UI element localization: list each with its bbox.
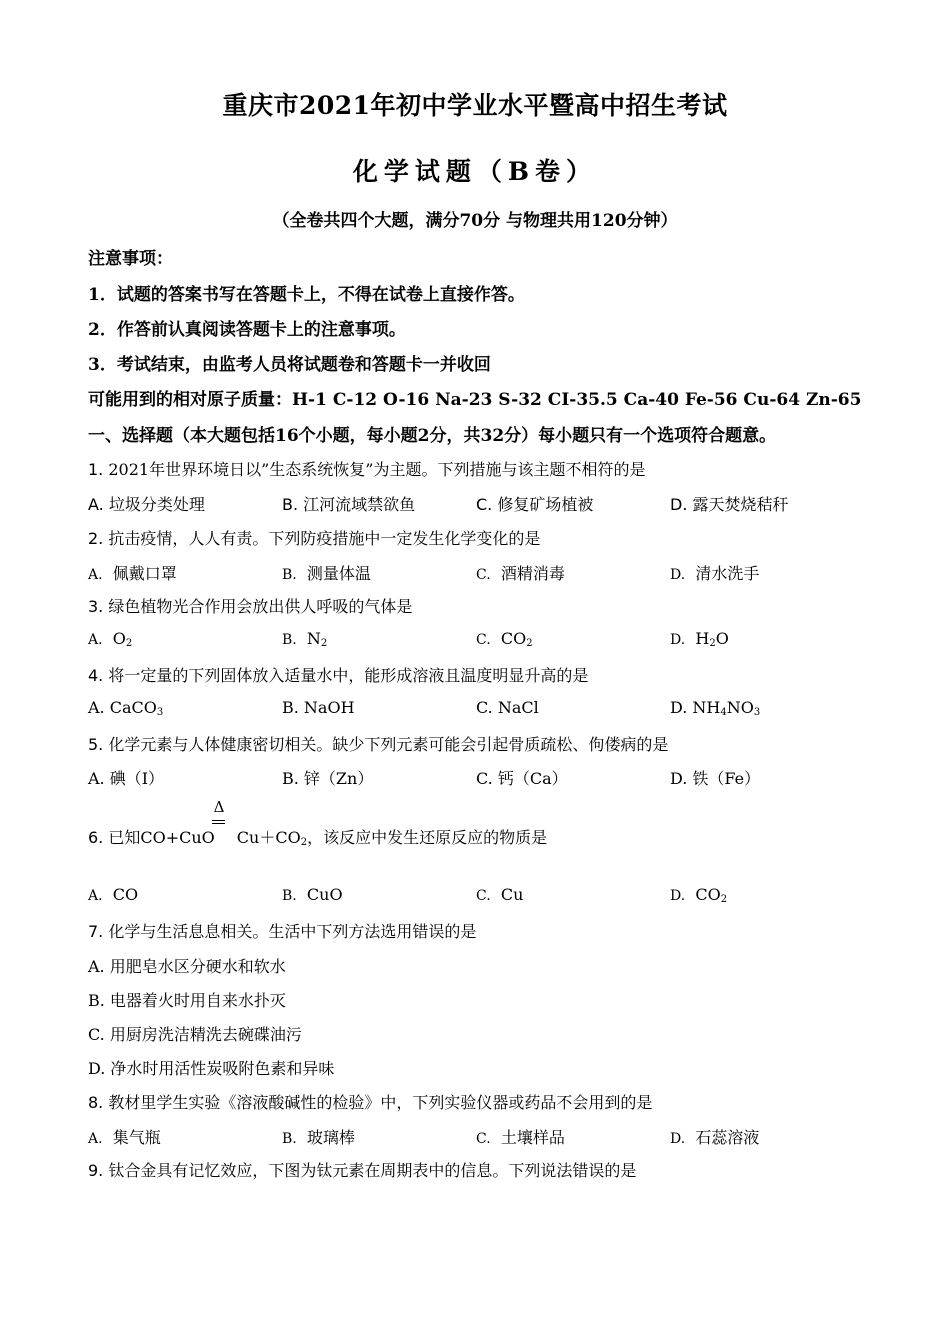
option-b: B. 锌（Zn） xyxy=(282,769,374,788)
option-label: D. xyxy=(670,888,686,904)
option-d: D. 铁（Fe） xyxy=(670,769,761,788)
option-text: H xyxy=(695,629,710,648)
option-text: CO xyxy=(500,629,527,648)
option-c xyxy=(476,1125,565,1148)
notice-item: 3．考试结束，由监考人员将试题卷和答题卡一并收回 xyxy=(88,355,491,375)
question-3 xyxy=(88,594,412,617)
question-text: 钛合金具有记忆效应，下图为钛元素在周期表中的信息。下列说法错误的是 xyxy=(108,1161,637,1180)
question-9 xyxy=(88,1158,636,1181)
question-2 xyxy=(88,526,540,549)
option-b: B. 电器着火时用自来水扑灭 xyxy=(88,991,286,1010)
subscript: 2 xyxy=(320,638,328,649)
option-label: B. xyxy=(282,632,297,648)
option-c xyxy=(476,561,565,584)
option-text: 清水洗手 xyxy=(695,564,760,583)
option-label: D. xyxy=(670,495,688,514)
option-label: D. xyxy=(670,567,686,583)
option-a xyxy=(88,698,163,718)
option-text: 垃圾分类处理 xyxy=(108,495,205,514)
option-label: A. xyxy=(88,632,103,648)
option-d xyxy=(670,698,760,718)
option-d xyxy=(670,629,729,649)
question-number: 2. xyxy=(88,529,104,548)
option-label: C. xyxy=(476,1131,491,1147)
equals-line-top xyxy=(212,820,225,821)
question-number: 8. xyxy=(88,1093,104,1112)
question-text: 化学与生活息息相关。生活中下列方法选用错误的是 xyxy=(108,922,477,941)
question-number: 7. xyxy=(88,922,104,941)
option-label: A. xyxy=(88,888,103,904)
option-text: 酒精消毒 xyxy=(500,564,565,583)
question-text: 将一定量的下列固体放入适量水中，能形成溶液且温度明显升高的是 xyxy=(108,666,589,685)
option-label: B. xyxy=(282,1131,297,1147)
option-text: Cu xyxy=(500,885,524,904)
option-text: NO xyxy=(726,698,754,717)
option-label: D. xyxy=(670,1131,686,1147)
heating-delta-symbol: Δ xyxy=(213,798,225,816)
option-d xyxy=(670,561,759,584)
option-label: B. xyxy=(282,888,297,904)
option-text: 佩戴口罩 xyxy=(112,564,177,583)
question-text: 已知CO+CuO xyxy=(108,828,215,847)
question-number: 5. xyxy=(88,735,104,754)
option-c: C. 钙（Ca） xyxy=(476,769,568,788)
question-text: 抗击疫情，人人有责。下列防疫措施中一定发生化学变化的是 xyxy=(108,529,541,548)
option-d xyxy=(670,1125,759,1148)
question-7 xyxy=(88,919,476,942)
option-label: C. xyxy=(476,567,491,583)
option-text: 石蕊溶液 xyxy=(695,1128,760,1147)
question-4 xyxy=(88,663,588,686)
option-label: D. xyxy=(670,632,686,648)
option-d xyxy=(670,492,789,515)
option-b xyxy=(282,885,343,904)
option-a: A. 碘（I） xyxy=(88,769,165,788)
question-6 xyxy=(88,825,547,848)
option-text: 集气瓶 xyxy=(112,1128,161,1147)
atomic-masses: 可能用到的相对原子质量：H-1 C-12 O-16 Na-23 S-32 CI-35.5 Ca-40 Fe-56 Cu-64 Zn-65 xyxy=(88,390,862,410)
question-text: 绿色植物光合作用会放出供人呼吸的气体是 xyxy=(108,597,413,616)
option-text: A. CaCO xyxy=(88,698,157,717)
option-text: D. NH xyxy=(670,698,721,717)
option-text: 修复矿场植被 xyxy=(497,495,594,514)
option-a xyxy=(88,561,177,584)
question-text: Cu＋CO xyxy=(236,828,301,847)
subscript: 2 xyxy=(125,638,133,649)
option-text: 玻璃棒 xyxy=(306,1128,355,1147)
subscript: 3 xyxy=(753,707,761,718)
notices-heading: 注意事项： xyxy=(88,249,173,269)
option-text: O xyxy=(112,629,126,648)
option-a xyxy=(88,492,205,515)
option-label: B. xyxy=(282,495,299,514)
option-text: CuO xyxy=(306,885,343,904)
exam-subtitle: 化学试题（B卷） xyxy=(352,157,598,186)
question-number: 3. xyxy=(88,597,104,616)
subscript: 4 xyxy=(720,707,727,718)
question-text: 2021年世界环境日以”生态系统恢复”为主题。下列措施与该主题不相符的是 xyxy=(108,460,646,479)
option-c: C. NaCl xyxy=(476,698,539,717)
option-a xyxy=(88,885,138,904)
option-text: N xyxy=(306,629,321,648)
option-a xyxy=(88,629,132,649)
question-text: ，该反应中发生还原反应的物质是 xyxy=(307,828,548,847)
option-label: A. xyxy=(88,495,104,514)
subscript: 2 xyxy=(709,638,716,649)
subscript: 2 xyxy=(526,638,533,649)
option-a xyxy=(88,1125,161,1148)
option-c xyxy=(476,629,533,649)
option-a: A. 用肥皂水区分硬水和软水 xyxy=(88,957,286,976)
option-b xyxy=(282,629,327,649)
option-label: C. xyxy=(476,632,491,648)
question-number: 1. xyxy=(88,460,104,479)
option-d: D. 净水时用活性炭吸附色素和异味 xyxy=(88,1059,335,1078)
option-label: A. xyxy=(88,567,103,583)
option-text: O xyxy=(715,629,729,648)
option-text: CO xyxy=(112,885,139,904)
option-b xyxy=(282,561,371,584)
option-b xyxy=(282,492,415,515)
option-label: B. xyxy=(282,567,297,583)
exam-note: （全卷共四个大题，满分70分 与物理共用120分钟） xyxy=(272,211,678,231)
option-label: C. xyxy=(476,495,493,514)
option-b xyxy=(282,1125,355,1148)
section-heading: 一、选择题（本大题包括16个小题，每小题2分，共32分）每小题只有一个选项符合题意。 xyxy=(88,426,777,446)
option-text: CO xyxy=(695,885,721,904)
option-b: B. NaOH xyxy=(282,698,355,717)
option-c xyxy=(476,885,523,904)
option-c xyxy=(476,492,593,515)
question-number: 9. xyxy=(88,1161,104,1180)
option-c: C. 用厨房洗洁精洗去碗碟油污 xyxy=(88,1025,302,1044)
equals-line-bottom xyxy=(212,823,225,824)
question-5 xyxy=(88,732,668,755)
notice-item: 2．作答前认真阅读答题卡上的注意事项。 xyxy=(88,320,406,340)
option-text: 江河流域禁欲鱼 xyxy=(303,495,416,514)
option-label: C. xyxy=(476,888,491,904)
question-1 xyxy=(88,457,645,480)
notice-item: 1．试题的答案书写在答题卡上，不得在试卷上直接作答。 xyxy=(88,285,525,305)
option-text: 测量体温 xyxy=(306,564,371,583)
subscript: 2 xyxy=(720,894,728,905)
question-8 xyxy=(88,1090,652,1113)
question-text: 化学元素与人体健康密切相关。缺少下列元素可能会引起骨质疏松、佝偻病的是 xyxy=(108,735,669,754)
question-number: 6. xyxy=(88,828,104,847)
subscript: 3 xyxy=(156,707,164,718)
option-text: 土壤样品 xyxy=(500,1128,565,1147)
option-text: 露天焚烧秸秆 xyxy=(692,495,789,514)
question-number: 4. xyxy=(88,666,104,685)
exam-title: 重庆市2021年初中学业水平暨高中招生考试 xyxy=(222,91,728,120)
question-text: 教材里学生实验《溶液酸碱性的检验》中，下列实验仪器或药品不会用到的是 xyxy=(108,1093,653,1112)
option-d xyxy=(670,885,727,905)
option-label: A. xyxy=(88,1131,103,1147)
subscript: 2 xyxy=(300,837,308,848)
